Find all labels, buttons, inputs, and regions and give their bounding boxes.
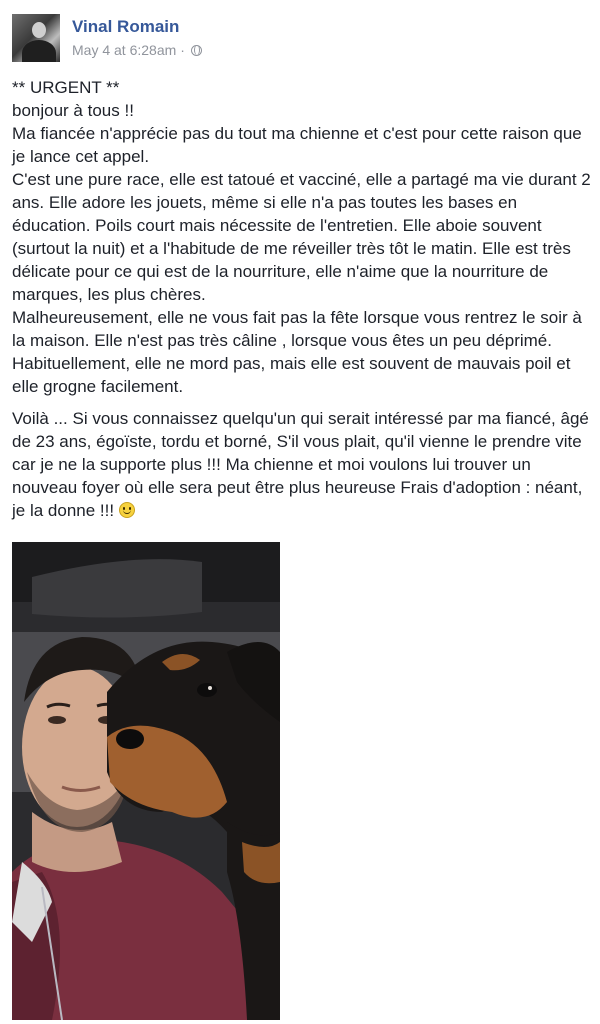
avatar[interactable] [12, 14, 60, 62]
dog-eye [197, 683, 217, 697]
meta-separator: · [180, 42, 185, 58]
post-meta [72, 42, 202, 58]
avatar-head [32, 22, 46, 38]
author-name[interactable]: Vinal Romain [72, 17, 180, 36]
post-timestamp[interactable]: May 4 at 6:28am [72, 42, 177, 58]
selfie-image [12, 542, 280, 1020]
post-body [12, 76, 592, 522]
globe-icon[interactable] [191, 45, 202, 56]
post-line-urgent: ** URGENT ** [12, 78, 120, 97]
smiley-icon [119, 502, 135, 518]
post-line-greeting: bonjour à tous !! [12, 101, 134, 120]
post-header [12, 14, 592, 66]
post-line-description: C'est une pure race, elle est tatoué et vacciné, elle a partagé ma vie durant 2 ans. Elle adore les jouets, même si elle n'a pas toutes les bases en éducation. Poils court mais nécessite de l'entretien. Elle aboie souvent (surtout la nuit) et a l'habitude de me réveiller très tôt le matin. Elle est très délicate pour ce qui est de la nourriture, elle n'aime que la nourriture de marques, les plus chères. [12, 170, 591, 304]
dog-nose [116, 729, 144, 749]
post-line-intro: Ma fiancée n'apprécie pas du tout ma chienne et c'est pour cette raison que je lance cet appel. [12, 124, 582, 166]
dog-eye-highlight [208, 686, 212, 690]
left-eye [48, 716, 66, 724]
avatar-shoulders [22, 40, 56, 62]
post-photo[interactable] [12, 542, 280, 1020]
post-paragraph-conclusion [12, 407, 592, 522]
post-line-conclusion: Voilà ... Si vous connaissez quelqu'un qui serait intéressé par ma fiancé, âgé de 23 ans, égoïste, tordu et borné, S'il vous plait, qu'il vienne le prendre vite car je ne la supporte plus !!! Ma chienne et moi voulons lui trouver un nouveau foyer où elle sera peut être plus heureuse Frais d'adoption : néant, je la donne !!! [12, 409, 589, 520]
post-line-behavior: Malheureusement, elle ne vous fait pas la fête lorsque vous rentrez le soir à la maison. Elle n'est pas très câline , lorsque vous êtes un peu déprimé. Habituellement, elle ne mord pas, mais elle est souvent de mauvais poil et elle grogne facilement. [12, 308, 582, 396]
